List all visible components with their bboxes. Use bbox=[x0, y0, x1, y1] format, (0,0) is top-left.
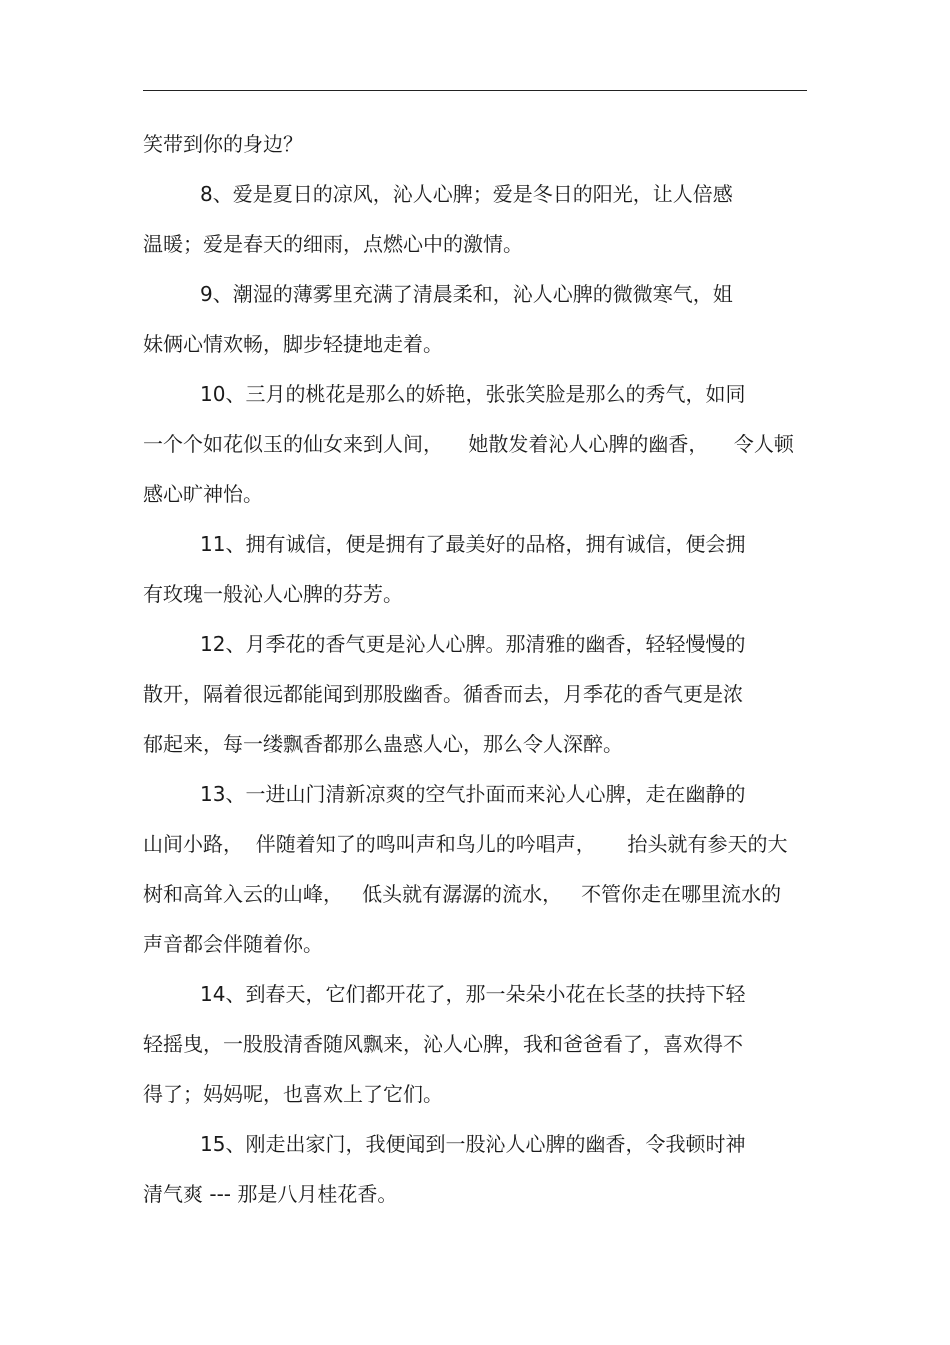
text-line: 温暖；爱是春天的细雨，点燃心中的激情。 bbox=[143, 232, 523, 256]
paragraph-8-line: 8、爱是夏日的凉风，沁人心脾；爱是冬日的阳光，让人倍感 bbox=[200, 182, 733, 206]
paragraph-11-line: 11、拥有诚信，便是拥有了最美好的品格，拥有诚信，便会拥 bbox=[200, 532, 746, 556]
paragraph-14-line: 14、到春天，它们都开花了，那一朵朵小花在长茎的扶持下轻 bbox=[200, 982, 746, 1006]
text-line: 笑带到你的身边？ bbox=[143, 132, 303, 156]
text-line: 得了；妈妈呢，也喜欢上了它们。 bbox=[143, 1082, 443, 1106]
text-line: 妹俩心情欢畅，脚步轻捷地走着。 bbox=[143, 332, 443, 356]
text-line: 山间小路， 伴随着知了的鸣叫声和鸟儿的吟唱声， 抬头就有参天的大 bbox=[143, 832, 788, 856]
text-line: 感心旷神怡。 bbox=[143, 482, 263, 506]
text-line: 散开，隔着很远都能闻到那股幽香。循香而去，月季花的香气更是浓 bbox=[143, 682, 743, 706]
text-line: 树和高耸入云的山峰， 低头就有潺潺的流水， 不管你走在哪里流水的 bbox=[143, 882, 782, 906]
text-line: 一个个如花似玉的仙女来到人间， 她散发着沁人心脾的幽香， 令人顿 bbox=[143, 432, 794, 456]
text-line: 清气爽 --- 那是八月桂花香。 bbox=[143, 1182, 398, 1206]
paragraph-15-line: 15、刚走出家门，我便闻到一股沁人心脾的幽香，令我顿时神 bbox=[200, 1132, 746, 1156]
paragraph-10-line: 10、三月的桃花是那么的娇艳，张张笑脸是那么的秀气，如同 bbox=[200, 382, 746, 406]
paragraph-12-line: 12、月季花的香气更是沁人心脾。那清雅的幽香，轻轻慢慢的 bbox=[200, 632, 746, 656]
text-line: 郁起来，每一缕飘香都那么蛊惑人心，那么令人深醉。 bbox=[143, 732, 623, 756]
text-line: 有玫瑰一般沁人心脾的芬芳。 bbox=[143, 582, 403, 606]
header-rule bbox=[143, 90, 807, 91]
text-line: 轻摇曳，一股股清香随风飘来，沁人心脾，我和爸爸看了，喜欢得不 bbox=[143, 1032, 743, 1056]
text-line: 声音都会伴随着你。 bbox=[143, 932, 323, 956]
paragraph-13-line: 13、一进山门清新凉爽的空气扑面而来沁人心脾，走在幽静的 bbox=[200, 782, 746, 806]
paragraph-9-line: 9、潮湿的薄雾里充满了清晨柔和，沁人心脾的微微寒气，姐 bbox=[200, 282, 733, 306]
